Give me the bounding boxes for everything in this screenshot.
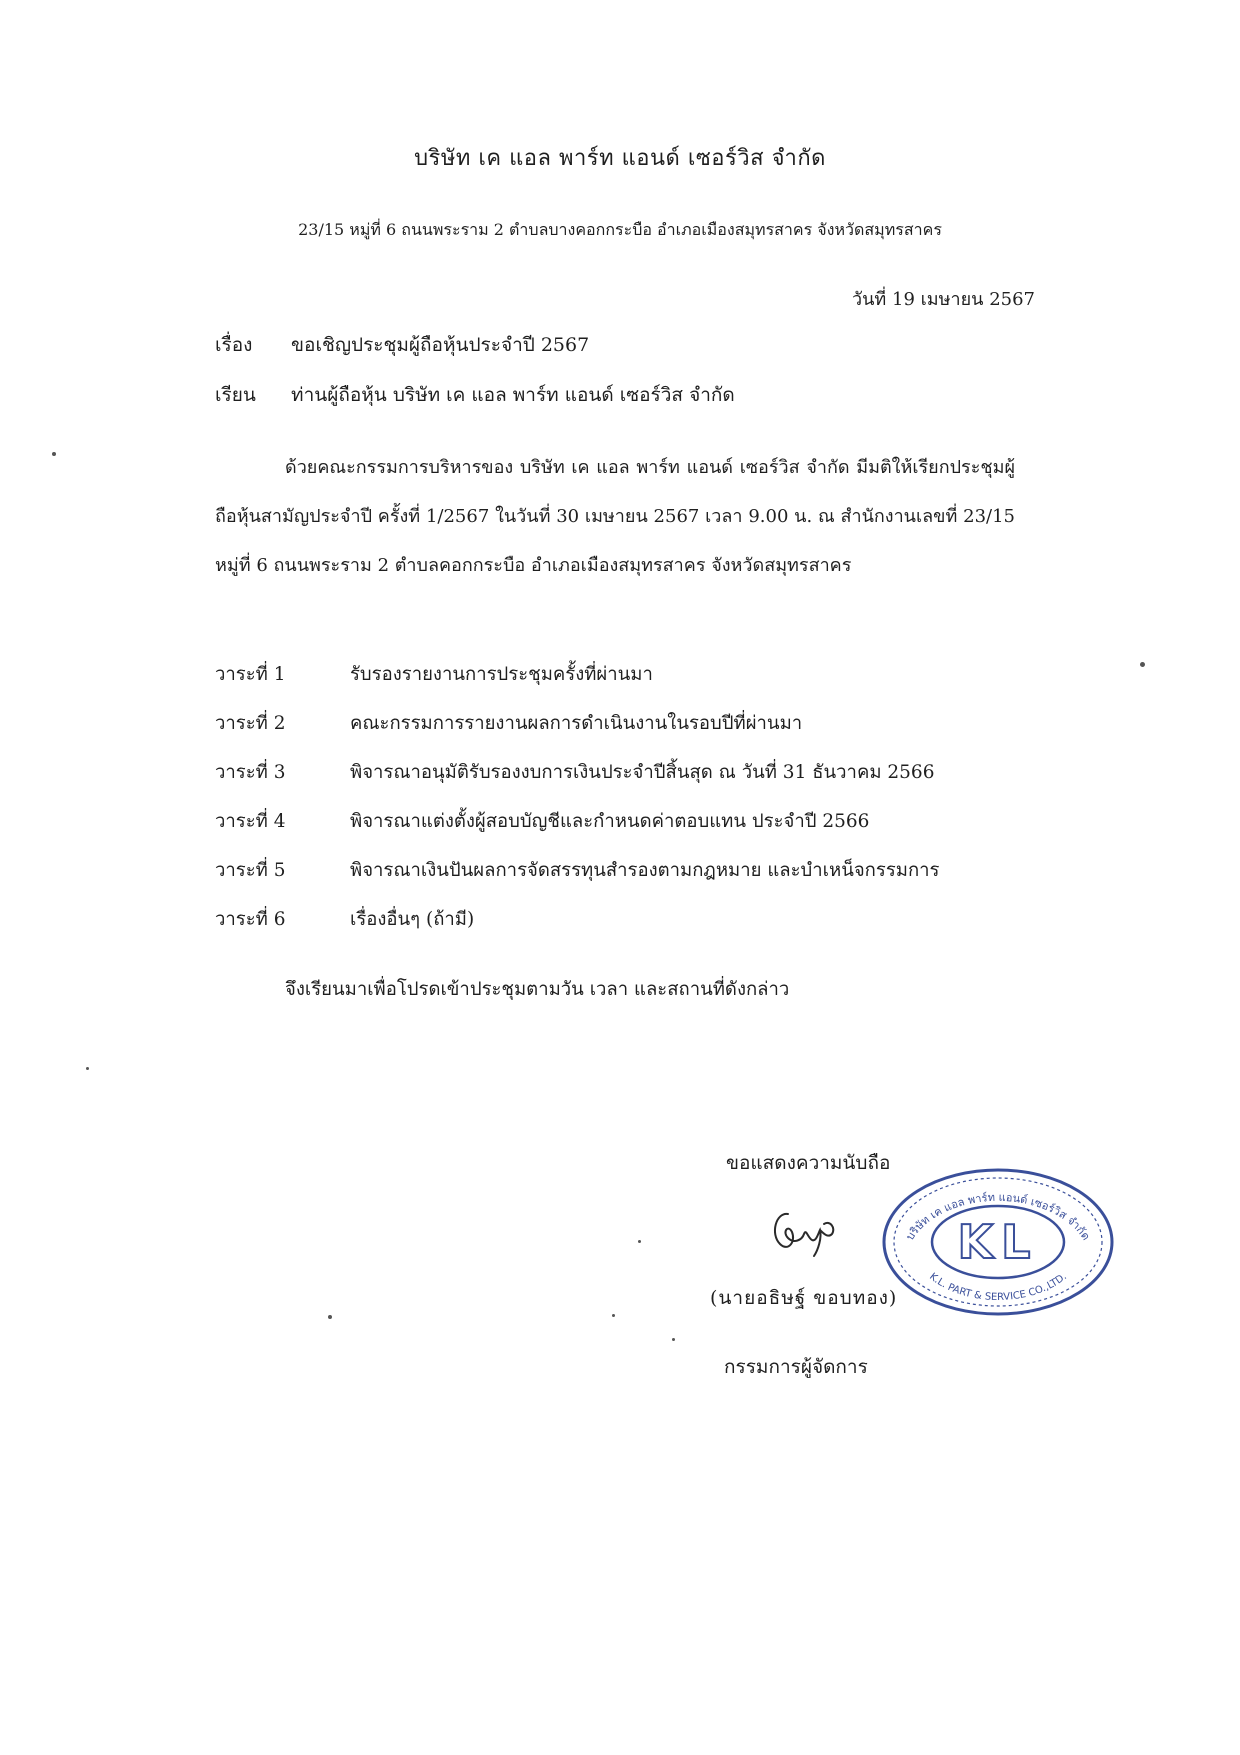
agenda-text: รับรองรายงานการประชุมครั้งที่ผ่านมา bbox=[350, 664, 653, 685]
scan-speck bbox=[638, 1240, 641, 1243]
company-address: 23/15 หมู่ที่ 6 ถนนพระราม 2 ตำบลบางคอกกระบือ อำเภอเมืองสมุทรสาคร จังหวัดสมุทรสาคร bbox=[298, 220, 942, 239]
agenda-text: พิจารณาเงินปันผลการจัดสรรทุนสำรองตามกฎหมาย และบำเหน็จกรรมการ bbox=[350, 860, 940, 881]
agenda-text: พิจารณาอนุมัติรับรองงบการเงินประจำปีสิ้นสุด ณ วันที่ 31 ธันวาคม 2566 bbox=[350, 762, 935, 783]
agenda-text: คณะกรรมการรายงานผลการดำเนินงานในรอบปีที่ผ่านมา bbox=[350, 713, 803, 734]
agenda-number: วาระที่ 3 bbox=[215, 762, 286, 783]
agenda-number: วาระที่ 6 bbox=[215, 909, 286, 930]
scan-speck bbox=[86, 1067, 89, 1070]
company-name: บริษัท เค แอล พาร์ท แอนด์ เซอร์วิส จำกัด bbox=[414, 146, 826, 171]
recipient-text: ท่านผู้ถือหุ้น บริษัท เค แอล พาร์ท แอนด์ เซอร์วิส จำกัด bbox=[291, 384, 735, 406]
agenda-number: วาระที่ 4 bbox=[215, 811, 286, 832]
scan-speck bbox=[52, 452, 56, 456]
svg-text:K.L. PART & SERVICE CO.,LTD. bbox=[927, 1271, 1069, 1303]
company-stamp bbox=[880, 1166, 1116, 1318]
stamp-ring-text-en: K.L. PART & SERVICE CO.,LTD. bbox=[927, 1271, 1069, 1304]
agenda-item bbox=[215, 856, 1035, 905]
scan-speck bbox=[672, 1338, 675, 1341]
agenda-item bbox=[215, 807, 1035, 856]
agenda-item bbox=[215, 758, 1035, 807]
recipient-label: เรียน bbox=[215, 384, 256, 406]
scan-speck bbox=[612, 1314, 615, 1317]
agenda-number: วาระที่ 1 bbox=[215, 664, 286, 685]
agenda-text: เรื่องอื่นๆ (ถ้ามี) bbox=[350, 909, 475, 930]
agenda-item bbox=[215, 905, 1035, 954]
stamp-logo-text: KL bbox=[957, 1215, 1039, 1269]
stamp-ring-text: บริษัท เค แอล พาร์ท แอนด์ เซอร์วิส จำกัด bbox=[903, 1190, 1093, 1243]
agenda-item bbox=[215, 709, 1035, 758]
signer-name: (นายอธิษฐ์ ขอบทอง) bbox=[710, 1287, 898, 1309]
agenda-list bbox=[215, 660, 1035, 954]
agenda-number: วาระที่ 5 bbox=[215, 860, 286, 881]
signature bbox=[758, 1194, 868, 1264]
scan-speck bbox=[1140, 662, 1145, 667]
recipient-line bbox=[215, 380, 735, 410]
agenda-item bbox=[215, 660, 1035, 709]
subject-text: ขอเชิญประชุมผู้ถือหุ้นประจำปี 2567 bbox=[291, 334, 590, 356]
agenda-number: วาระที่ 2 bbox=[215, 713, 286, 734]
subject-label: เรื่อง bbox=[215, 334, 253, 356]
body-paragraph: ด้วยคณะกรรมการบริหารของ บริษัท เค แอล พาร์ท แอนด์ เซอร์วิส จำกัด มีมติให้เรียกประชุมผู้ถือหุ้นสามัญประจำปี ครั้งที่ 1/2567 ในวันที่ 30 เมษายน 2567 เวลา 9.00 น. ณ สำนักงานเลขที่ 23/15 หมู่ที่ 6 ถนนพระราม 2 ตำบลคอกกระบือ อำเภอเมืองสมุทรสาคร จังหวัดสมุทรสาคร bbox=[215, 457, 1015, 576]
scan-speck bbox=[328, 1315, 332, 1319]
letter-date: วันที่ 19 เมษายน 2567 bbox=[852, 289, 1035, 310]
subject-line bbox=[215, 330, 589, 360]
regards-line: ขอแสดงความนับถือ bbox=[726, 1152, 891, 1174]
agenda-text: พิจารณาแต่งตั้งผู้สอบบัญชีและกำหนดค่าตอบแทน ประจำปี 2566 bbox=[350, 811, 870, 832]
signer-title: กรรมการผู้จัดการ bbox=[724, 1356, 868, 1378]
closing-paragraph: จึงเรียนมาเพื่อโปรดเข้าประชุมตามวัน เวลา และสถานที่ดังกล่าว bbox=[285, 979, 790, 1000]
